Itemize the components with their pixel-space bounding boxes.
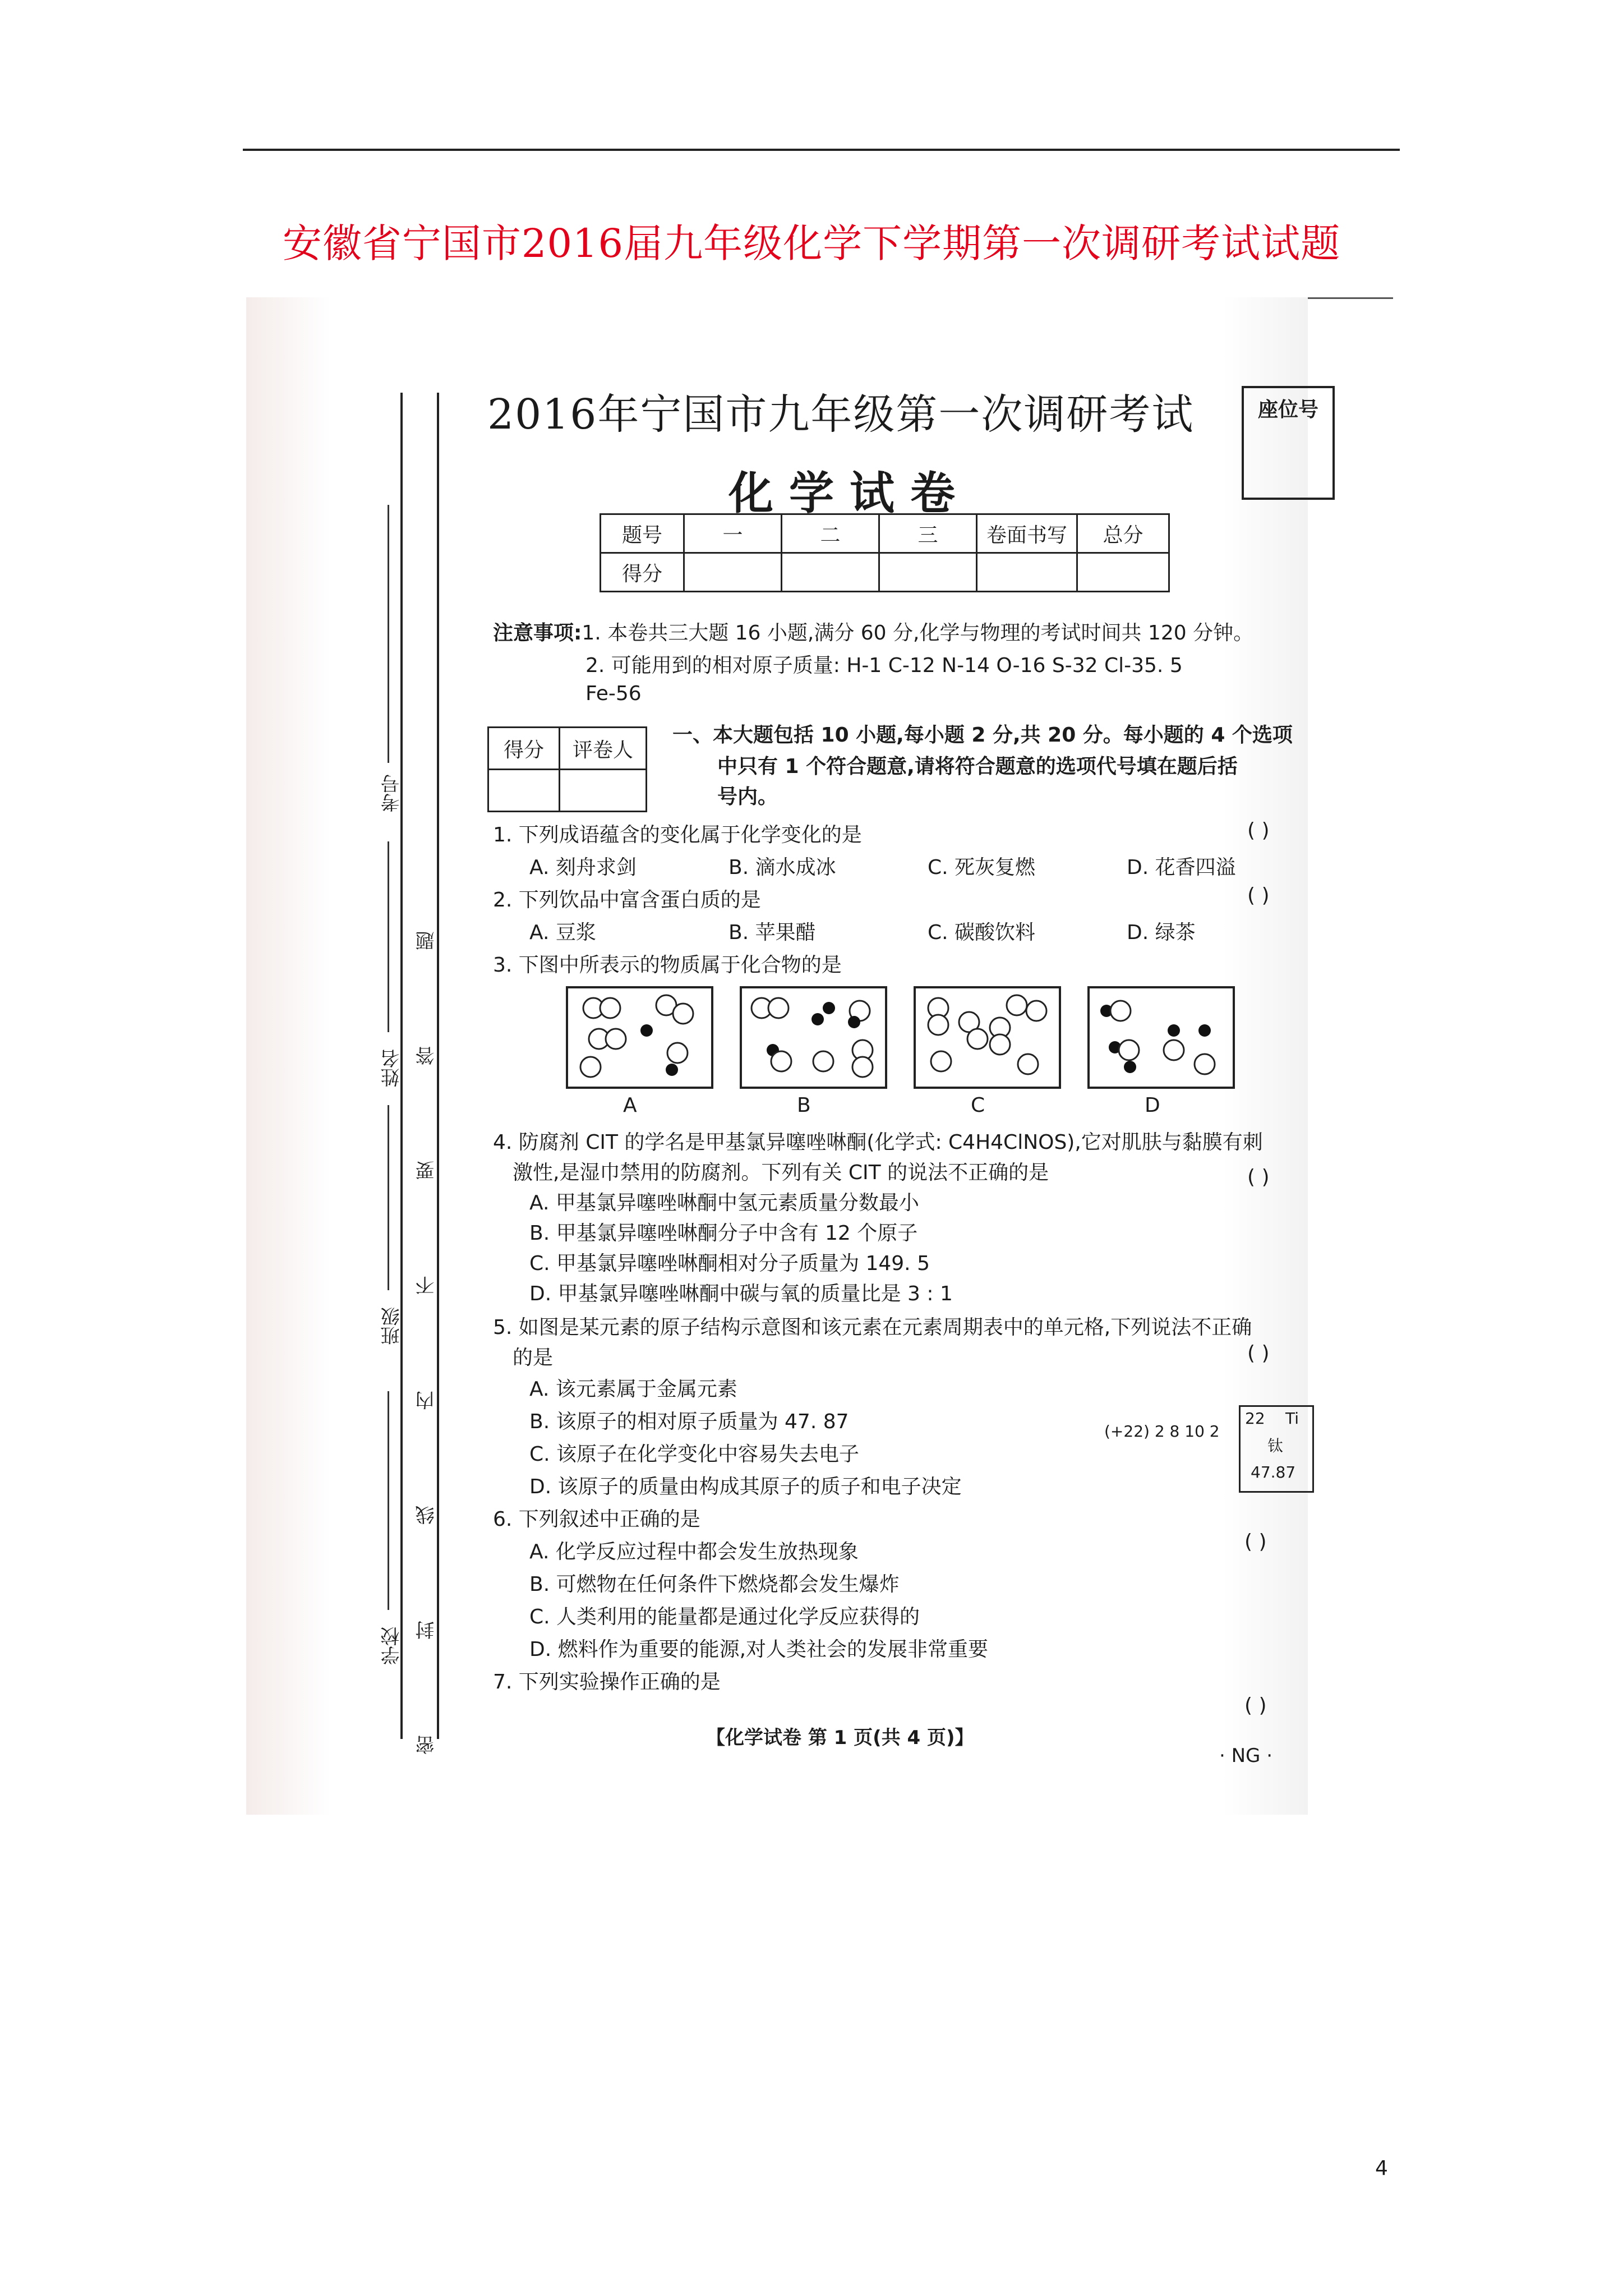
score-table-score-row: [601, 553, 1169, 592]
q2-option-c: C. 碳酸饮料: [928, 921, 1036, 944]
school-label: 学校: [381, 1627, 403, 1665]
score-table: [600, 513, 1170, 592]
binding-margin: [246, 393, 459, 1767]
q5-option-a: A. 该元素属于金属元素: [529, 1378, 737, 1401]
molecule-diagram-d: [1090, 988, 1233, 1087]
section1-line-1: 一、本大题包括 10 小题,每小题 2 分,共 20 分。每小题的 4 个选项: [672, 724, 1293, 747]
q7-answer-paren: ( ): [1244, 1694, 1267, 1717]
score-cell: 得分: [601, 553, 684, 592]
section1-line-2: 中只有 1 个符合题意,请将符合题意的选项代号填在题后括: [717, 755, 1238, 778]
name-label: 姓名: [381, 1049, 403, 1087]
q5-answer-paren: ( ): [1247, 1342, 1270, 1365]
grader-score-cell: [488, 770, 560, 812]
molecule-box-b: [740, 986, 887, 1089]
q5-option-b: B. 该原子的相对原子质量为 47. 87: [529, 1410, 849, 1433]
q4-answer-paren: ( ): [1247, 1166, 1270, 1189]
q5-option-d: D. 该原子的质量由构成其原子的质子和电子决定: [529, 1475, 962, 1498]
exam-page-footer: 【化学试卷 第 1 页(共 4 页)】: [706, 1727, 974, 1749]
molecule-diagram-b: [742, 988, 885, 1087]
exam-no-blank: [388, 505, 389, 763]
q2-option-a: A. 豆浆: [529, 921, 596, 944]
q2-option-d: D. 绿茶: [1127, 921, 1196, 944]
notes-label: 注意事项:: [493, 622, 582, 645]
q4-option-a: A. 甲基氯异噻唑啉酮中氢元素质量分数最小: [529, 1191, 919, 1214]
school-blank: [388, 1391, 389, 1610]
page-number: 4: [1375, 2157, 1388, 2180]
q2-option-b: B. 苹果醋: [728, 921, 816, 944]
molecule-label-d: D: [1145, 1094, 1160, 1117]
section1-line-3: 号内。: [717, 785, 778, 808]
score-cell: [684, 553, 782, 592]
score-cell: 卷面书写: [977, 514, 1077, 553]
q4-stem-1: 4. 防腐剂 CIT 的学名是甲基氯异噻唑啉酮(化学式: C4H4ClNOS),它对肌肤与黏膜有刺: [493, 1131, 1263, 1154]
q4-option-c: C. 甲基氯异噻唑啉酮相对分子质量为 149. 5: [529, 1252, 930, 1275]
exam-no-label: 考号: [381, 774, 403, 812]
q6-option-b: B. 可燃物在任何条件下燃烧都会发生爆炸: [529, 1573, 900, 1596]
q5-stem-2: 的是: [513, 1346, 554, 1369]
exam-title: 2016年宁国市九年级第一次调研考试: [487, 390, 1195, 439]
element-atomic-number: 22: [1245, 1409, 1265, 1428]
notes-line-1: [493, 617, 1253, 646]
periodic-table-cell: [1239, 1405, 1314, 1493]
q1-option-d: D. 花香四溢: [1127, 856, 1236, 879]
ng-mark: · NG ·: [1219, 1745, 1273, 1767]
grader-score-label: 得分: [488, 728, 560, 770]
molecule-diagram-a: [568, 988, 711, 1087]
atomic-structure-diagram: (+22) 2 8 10 2: [1104, 1422, 1220, 1441]
score-cell: 三: [879, 514, 977, 553]
name-blank: [388, 841, 389, 1032]
element-symbol: Ti: [1285, 1409, 1299, 1428]
molecule-label-c: C: [971, 1094, 985, 1117]
element-mass: 47.87: [1251, 1463, 1296, 1481]
score-cell: [1077, 553, 1169, 592]
q6-option-a: A. 化学反应过程中都会发生放热现象: [529, 1540, 859, 1563]
q1-answer-paren: ( ): [1247, 819, 1270, 842]
document-title: 安徽省宁国市2016届九年级化学下学期第一次调研考试试题: [282, 220, 1341, 266]
molecule-box-a: [566, 986, 713, 1089]
q6-option-d: D. 燃料作为重要的能源,对人类社会的发展非常重要: [529, 1638, 989, 1661]
score-cell: [879, 553, 977, 592]
top-rule: [243, 149, 1400, 151]
molecule-label-a: A: [623, 1094, 637, 1117]
seat-number-box: [1242, 386, 1335, 500]
q4-option-d: D. 甲基氯异噻唑啉酮中碳与氧的质量比是 3 : 1: [529, 1282, 953, 1305]
score-cell: 一: [684, 514, 782, 553]
molecule-box-c: [914, 986, 1061, 1089]
q6-option-c: C. 人类利用的能量都是通过化学反应获得的: [529, 1605, 920, 1628]
q5-stem-1: 5. 如图是某元素的原子结构示意图和该元素在元素周期表中的单元格,下列说法不正确: [493, 1316, 1252, 1339]
notes-text-1: 1. 本卷共三大题 16 小题,满分 60 分,化学与物理的考试时间共 120 分钟。: [582, 622, 1254, 645]
q1-option-a: A. 刻舟求剑: [529, 856, 637, 879]
q1-option-b: B. 滴水成冰: [728, 856, 836, 879]
q2-stem: 2. 下列饮品中富含蛋白质的是: [493, 889, 761, 912]
notes-line-2: 2. 可能用到的相对原子质量: H-1 C-12 N-14 O-16 S-32 Cl-35. 5: [585, 654, 1183, 677]
q2-answer-paren: ( ): [1247, 884, 1270, 907]
q6-answer-paren: ( ): [1244, 1530, 1267, 1553]
score-cell: 题号: [601, 514, 684, 553]
scanned-exam-page: [246, 297, 1318, 1815]
q4-stem-2: 激性,是湿巾禁用的防腐剂。下列有关 CIT 的说法不正确的是: [513, 1161, 1049, 1184]
molecule-label-b: B: [797, 1094, 811, 1117]
seat-number-label: 座位号: [1257, 398, 1318, 421]
molecule-diagram-c: [916, 988, 1059, 1087]
notes-line-3: Fe-56: [585, 682, 642, 705]
grader-name-cell: [560, 770, 647, 812]
element-name: 钛: [1267, 1437, 1284, 1455]
score-cell: 二: [782, 514, 879, 553]
q1-option-c: C. 死灰复燃: [928, 856, 1036, 879]
q7-stem: 7. 下列实验操作正确的是: [493, 1671, 721, 1694]
score-cell: [977, 553, 1077, 592]
score-table-header-row: [601, 514, 1169, 553]
class-label: 班级: [381, 1307, 403, 1345]
q5-option-c: C. 该原子在化学变化中容易失去电子: [529, 1443, 860, 1466]
score-cell: [782, 553, 879, 592]
q1-stem: 1. 下列成语蕴含的变化属于化学变化的是: [493, 823, 862, 846]
score-cell: 总分: [1077, 514, 1169, 553]
seal-notice: 密 封 线 内 不 要 答 题: [416, 886, 438, 1755]
exam-subject: 化学试卷: [728, 467, 971, 519]
grader-label: 评卷人: [560, 728, 647, 770]
q4-option-b: B. 甲基氯异噻唑啉酮分子中含有 12 个原子: [529, 1222, 918, 1245]
q6-stem: 6. 下列叙述中正确的是: [493, 1508, 700, 1531]
class-blank: [388, 1105, 389, 1290]
q3-stem: 3. 下图中所表示的物质属于化合物的是: [493, 954, 842, 977]
grader-table: [487, 726, 647, 812]
molecule-box-d: [1087, 986, 1235, 1089]
